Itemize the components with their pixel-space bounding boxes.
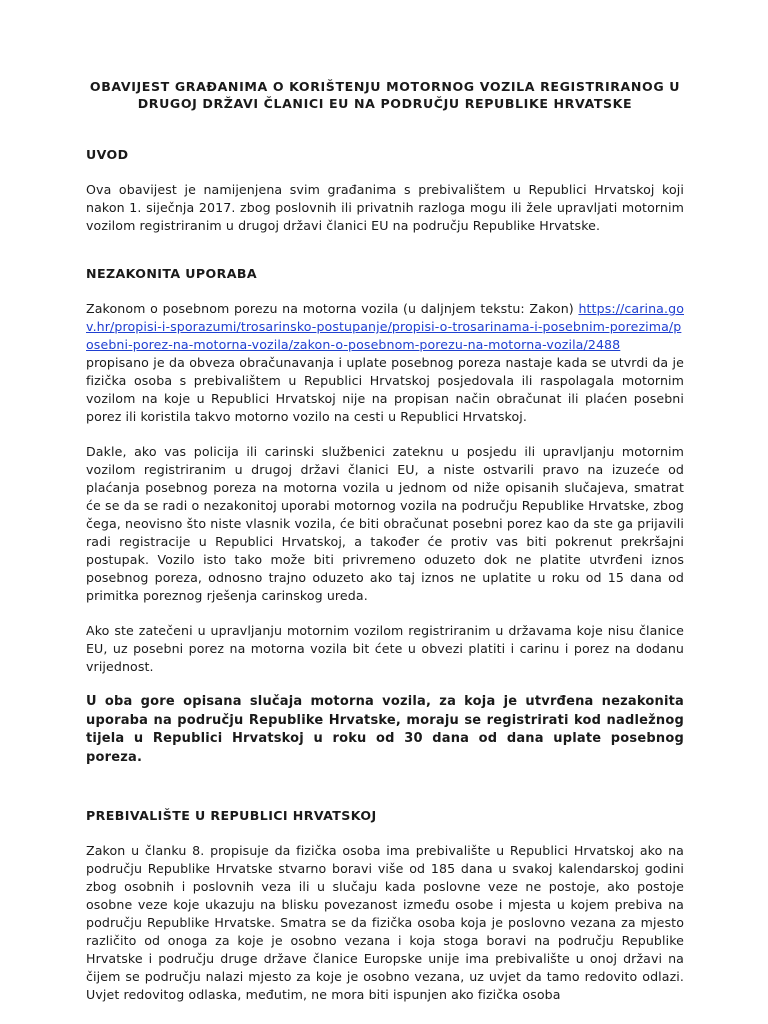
document-title: OBAVIJEST GRAĐANIMA O KORIŠTENJU MOTORNOG VOZILA REGISTRIRANOG U DRUGOJ DRŽAVI ČLANICI EU NA PODRUČJU REPUBLIKE HRVATSKE — [89, 79, 681, 111]
uvod-paragraph: Ova obavijest je namijenjena svim građanima s prebivalištem u Republici Hrvatskoj koji nakon 1. siječnja 2017. zbog poslovnih ili privatnih razloga mogu ili žele upravljati motornim vozilom registriranim u drugoj državi članici EU na području Republike Hrvatske. — [86, 182, 684, 233]
section-heading-prebivaliste: PREBIVALIŠTE U REPUBLICI HRVATSKOJ — [86, 808, 377, 823]
nezakonita-paragraph-1 — [86, 300, 684, 426]
nezakonita-paragraph-3: Ako ste zatečeni u upravljanju motornim vozilom registriranim u državama koje nisu članice EU, uz posebni porez na motorna vozila bit ćete u obvezi platiti i carinu i porez na dodanu vrijednost. — [86, 623, 684, 674]
nezakonita-p1-after: propisano je da obveza obračunavanja i uplate posebnog poreza nastaje kada se utvrdi da je fizička osoba s prebivalištem u Republici Hrvatskoj posjedovala ili raspolagala motornim vozilom na koje u Republici Hrvatskoj nije na propisan način obračunat ili plaćen posebni porez ili koristila takvo motorno vozilo na cesti u Republici Hrvatskoj. — [86, 355, 684, 424]
nezakonita-p1-before: Zakonom o posebnom porezu na motorna vozila (u daljnjem tekstu: Zakon) — [86, 301, 579, 316]
section-heading-nezakonita-uporaba: NEZAKONITA UPORABA — [86, 266, 258, 281]
section-heading-uvod: UVOD — [86, 147, 129, 162]
prebivaliste-paragraph-1: Zakon u članku 8. propisuje da fizička osoba ima prebivalište u Republici Hrvatskoj ako na području Republike Hrvatske stvarno boravi više od 185 dana u svakoj kalendarskoj godini zbog osobnih i poslovnih veza ili u slučaju kada poslovne veze ne postoje, ako postoje osobne veze koje ukazuju na blisku povezanost između osobe i mjesta u kojem prebiva na području Republike Hrvatske. Smatra se da fizička osoba koja je poslovno vezana za mjesto različito od onoga za koje je osobno vezana i koja stoga boravi na području Republike Hrvatske i području druge države članice Europske unije ima prebivalište u onoj državi na čijem se području nalazi mjesto za koje je osobno vezana, uz uvjet da tamo redovito odlazi. Uvjet redovitog odlaska, međutim, ne mora biti ispunjen ako fizička osoba — [86, 843, 684, 1002]
nezakonita-paragraph-4-bold: U oba gore opisana slučaja motorna vozila, za koja je utvrđena nezakonita uporaba na području Republike Hrvatske, moraju se registrirati kod nadležnog tijela u Republici Hrvatskoj u roku od 30 dana od dana uplate posebnog poreza. — [86, 694, 684, 765]
zakon-link[interactable]: https://carina.gov.hr/propisi-i-sporazumi/trosarinsko-postupanje/propisi-o-trosarinama-i-posebnim-porezima/posebni-porez-na-motorna-vozila/zakon-o-posebnom-porezu-na-motorna-vozila/2488 — [86, 301, 684, 352]
nezakonita-paragraph-2: Dakle, ako vas policija ili carinski službenici zateknu u posjedu ili upravljanju motornim vozilom registriranim u drugoj državi članici EU, a niste ostvarili pravo na izuzeće od plaćanja posebnog poreza na motorna vozila u jednom od niže opisanih slučajeva, smatrat će se da se radi o nezakonitoj uporabi motornog vozila na području Republike Hrvatske, zbog čega, neovisno što niste vlasnik vozila, će biti obračunat posebni porez kao da ste ga prijavili radi registracije u Republici Hrvatskoj, a također će protiv vas biti pokrenut prekršajni postupak. Vozilo isto tako može biti privremeno oduzeto dok ne platite utvrđeni iznos posebnog poreza, odnosno trajno oduzeto ako taj iznos ne uplatite u roku od 15 dana od primitka poreznog rješenja carinskog ureda. — [86, 444, 684, 603]
